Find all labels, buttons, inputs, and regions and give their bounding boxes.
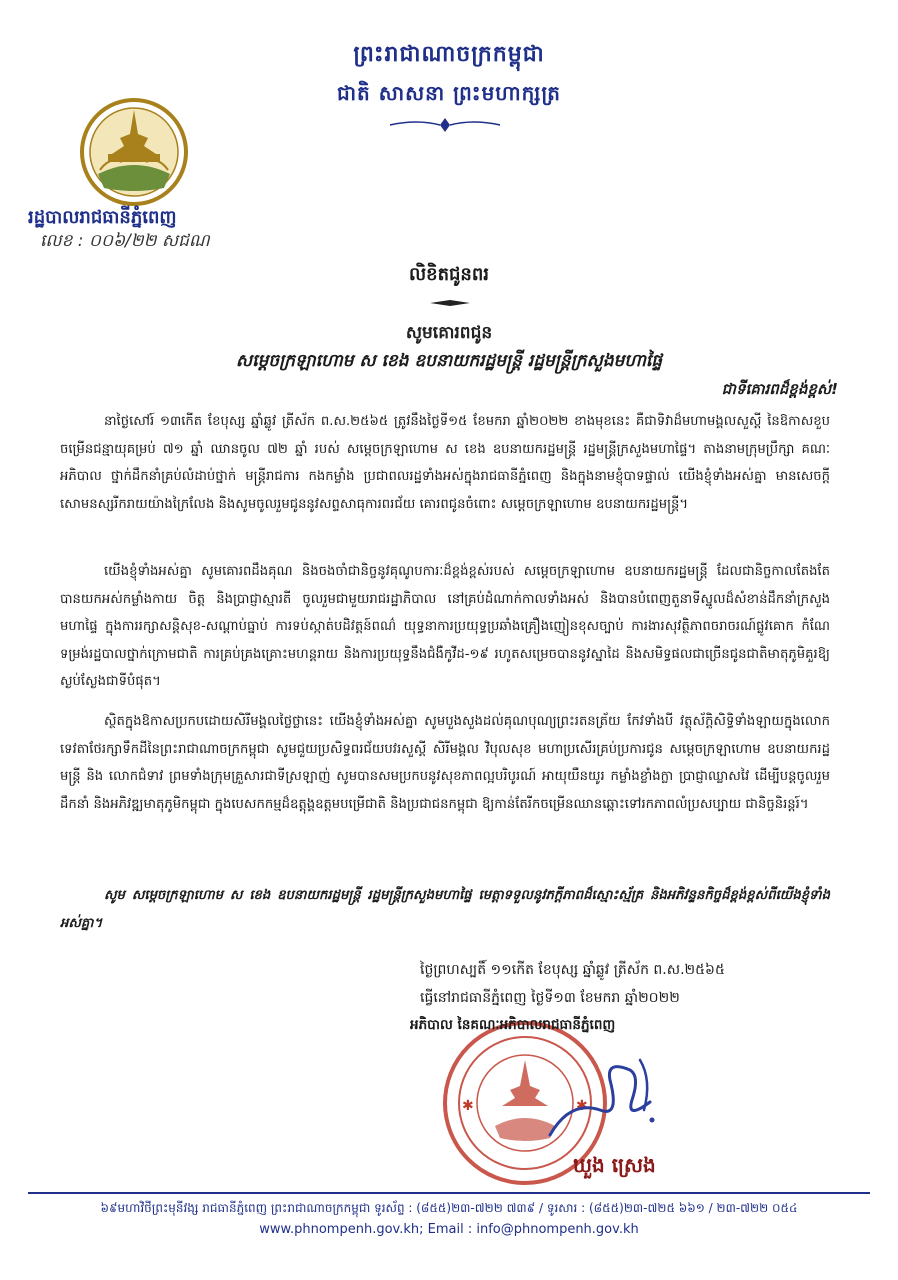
- office-name: រដ្ឋបាលរាជធានីភ្នំពេញ: [28, 207, 177, 228]
- reference-number: លេខ : ០០៦/២២ សជណ: [40, 231, 210, 251]
- svg-text:✱: ✱: [576, 1098, 588, 1114]
- recipient: សម្ដេចក្រឡាហោម ស ខេង ឧបនាយករដ្ឋមន្ត្រី រដ្ឋមន្ត្រីក្រសួងមហាផ្ទៃ: [235, 351, 663, 371]
- body-paragraph: យើងខ្ញុំទាំងអស់គ្នា សូមគោរពដឹងគុណ និងចងចាំជានិច្ចនូវគុណូបការៈដ៏ខ្ពង់ខ្ពស់របស់ សម្ដេចក្រឡាហោម ឧបនាយករដ្ឋមន្ត្រី ដែលជានិច្ចកាលតែងតែបានយកអស់កម្លាំងកាយ ចិត្ត និងប្រាជ្ញាស្មារតី ចូលរួមជាមួយរាជរដ្ឋាភិបាល នៅគ្រប់ដំណាក់កាលទាំងអស់ និងបានបំពេញតួនាទីស្នូលដ៏សំខាន់ដឹកនាំក្រសួងមហាផ្ទៃ ក្នុងការរក្សាសន្តិសុខ-សណ្ដាប់ធ្នាប់ ការទប់ស្កាត់បដិវត្តន៍ពណ៌ យុទ្ធនាការប្រយុទ្ធប្រឆាំងគ្រឿងញៀនខុសច្បាប់ ការងារសុវត្ថិភាពចរាចរណ៍ផ្លូវគោក កំណែទម្រង់រដ្ឋបាលថ្នាក់ក្រោមជាតិ ការគ្រប់គ្រងគ្រោះមហន្តរាយ និងការប្រយុទ្ធនឹងជំងឺកូវីដ-១៩ រហូតសម្រេចបាននូវស្នាដៃ និងសមិទ្ធផលជាច្រើនជូនជាតិមាតុភូមិគួរឱ្យស្ងប់ស្ងែងជាទីបំផុត។: [60, 564, 830, 689]
- phnom-penh-emblem-icon: [78, 96, 190, 208]
- closing-paragraph: សូម សម្ដេចក្រឡាហោម ស ខេង ឧបនាយករដ្ឋមន្ត្រី រដ្ឋមន្ត្រីក្រសួងមហាផ្ទៃ មេត្តាទទួលនូវភក្ដីភាពដ៏ស្មោះស្ម័គ្រ និងអភិវន្ទនកិច្ចដ៏ខ្ពង់ខ្ពស់ពីយើងខ្ញុំទាំងអស់គ្នា។: [60, 888, 830, 931]
- honorific: ជាទីគោរពដ៏ខ្ពង់ខ្ពស់!: [721, 380, 838, 398]
- title-divider-icon: [430, 300, 470, 306]
- letterhead-kingdom: ព្រះរាជាណាចក្រកម្ពុជា: [353, 42, 545, 67]
- ornament-divider-icon: [390, 115, 500, 135]
- solar-date: ធ្វើនៅរាជធានីភ្នំពេញ ថ្ងៃទី១៣ ខែមករា ឆ្នាំ២០២២: [420, 990, 680, 1006]
- footer-address: ៦៩មហាវិថីព្រះមុនីវង្ស រាជធានីភ្នំពេញ ព្រះរាជាណាចក្រកម្ពុជា ទូរស័ព្ទ : (៨៥៥)២៣-៧២២ ៧៣៩ / ទូរសារ : (៨៥៥)២៣-៧២៥ ៦៦១ / ២៣-៧២២ ០៥៤: [100, 1201, 798, 1215]
- lunar-date: ថ្ងៃព្រហស្បតិ៍ ១១កើត ខែបុស្ស ឆ្នាំឆ្លូវ ត្រីស័ក ព.ស.២៥៦៥: [420, 962, 725, 978]
- signatory-name: ឃួង ស្រេង: [573, 1153, 656, 1177]
- svg-text:✱: ✱: [462, 1098, 474, 1114]
- signatory-title: អភិបាល នៃគណៈអភិបាលរាជធានីភ្នំពេញ: [410, 1017, 616, 1033]
- letterhead-motto: ជាតិ សាសនា ព្រះមហាក្សត្រ: [337, 81, 561, 105]
- letter-title: លិខិតជូនពរ: [409, 264, 489, 285]
- footer-divider: [28, 1192, 870, 1194]
- body-paragraph: នាថ្ងៃសៅរ៍ ១៣កើត ខែបុស្ស ឆ្នាំឆ្លូវ ត្រីស័ក ព.ស.២៥៦៥ ត្រូវនឹងថ្ងៃទី១៥ ខែមករា ឆ្នាំ២០២២ ខាងមុខនេះ គឺជាទិវាដ៏មហាមង្គលសួស្ដី នៃឱកាសខួបចម្រើនជន្មាយុគម្រប់ ៧១ ឆ្នាំ ឈានចូល ៧២ ឆ្នាំ របស់ សម្ដេចក្រឡាហោម ស ខេង ឧបនាយករដ្ឋមន្ត្រី រដ្ឋមន្ត្រីក្រសួងមហាផ្ទៃ។ តាងនាមក្រុមប្រឹក្សា គណៈអភិបាល ថ្នាក់ដឹកនាំគ្រប់លំដាប់ថ្នាក់ មន្ត្រីរាជការ កងកម្លាំង ប្រជាពលរដ្ឋទាំងអស់ក្នុងរាជធានីភ្នំពេញ និងក្នុងនាមខ្ញុំបាទផ្ទាល់ យើងខ្ញុំទាំងអស់គ្នា មានសេចក្ដីសោមនស្សរីករាយយ៉ាងក្រៃលែង និងសូមចូលរួមជូននូវសព្ទសាធុការពរជ័យ គោរពជូនចំពោះ សម្ដេចក្រឡាហោម ឧបនាយករដ្ឋមន្ត្រី។: [60, 414, 830, 512]
- footer-web-email: www.phnompenh.gov.kh; Email : info@phnompenh.gov.kh: [259, 1222, 639, 1237]
- handwritten-signature-icon: [540, 1040, 680, 1150]
- salutation: សូមគោរពជូន: [405, 323, 493, 343]
- body-paragraph: ស្ថិតក្នុងឱកាសប្រកបដោយសិរីមង្គលថ្លៃថ្លានេះ យើងខ្ញុំទាំងអស់គ្នា សូមបួងសួងដល់គុណបុណ្យព្រះរតនត្រ័យ កែវទាំងបី វត្ថុស័ក្ដិសិទ្ធិទាំងឡាយក្នុងលោក ទេវតាថែរក្សាទឹកដីនៃព្រះរាជាណាចក្រកម្ពុជា សូមជួយប្រសិទ្ធពរជ័យបវរសួស្ដី សិរីមង្គល វិបុលសុខ មហាប្រសើរគ្រប់ប្រការជូន សម្ដេចក្រឡាហោម ឧបនាយករដ្ឋមន្ត្រី និង លោកជំទាវ ព្រមទាំងក្រុមគ្រួសារជាទីស្រឡាញ់ សូមបានសមប្រកបនូវសុខភាពល្អបរិបូរណ៍ អាយុយឺនយូរ កម្លាំងខ្លាំងក្លា ប្រាជ្ញាឈ្លាសវៃ ដើម្បីបន្តចូលរួមដឹកនាំ និងអភិវឌ្ឍមាតុភូមិកម្ពុជា ក្នុងបេសកកម្មដ៏ឧត្ដុង្គឧត្ដមបម្រើជាតិ និងប្រជាជនកម្ពុជា ឱ្យកាន់តែរីកចម្រើនឈានឆ្ពោះទៅរកភាពលំប្រសប្បាយ ជានិច្ចនិរន្តរ៍។: [60, 714, 830, 812]
